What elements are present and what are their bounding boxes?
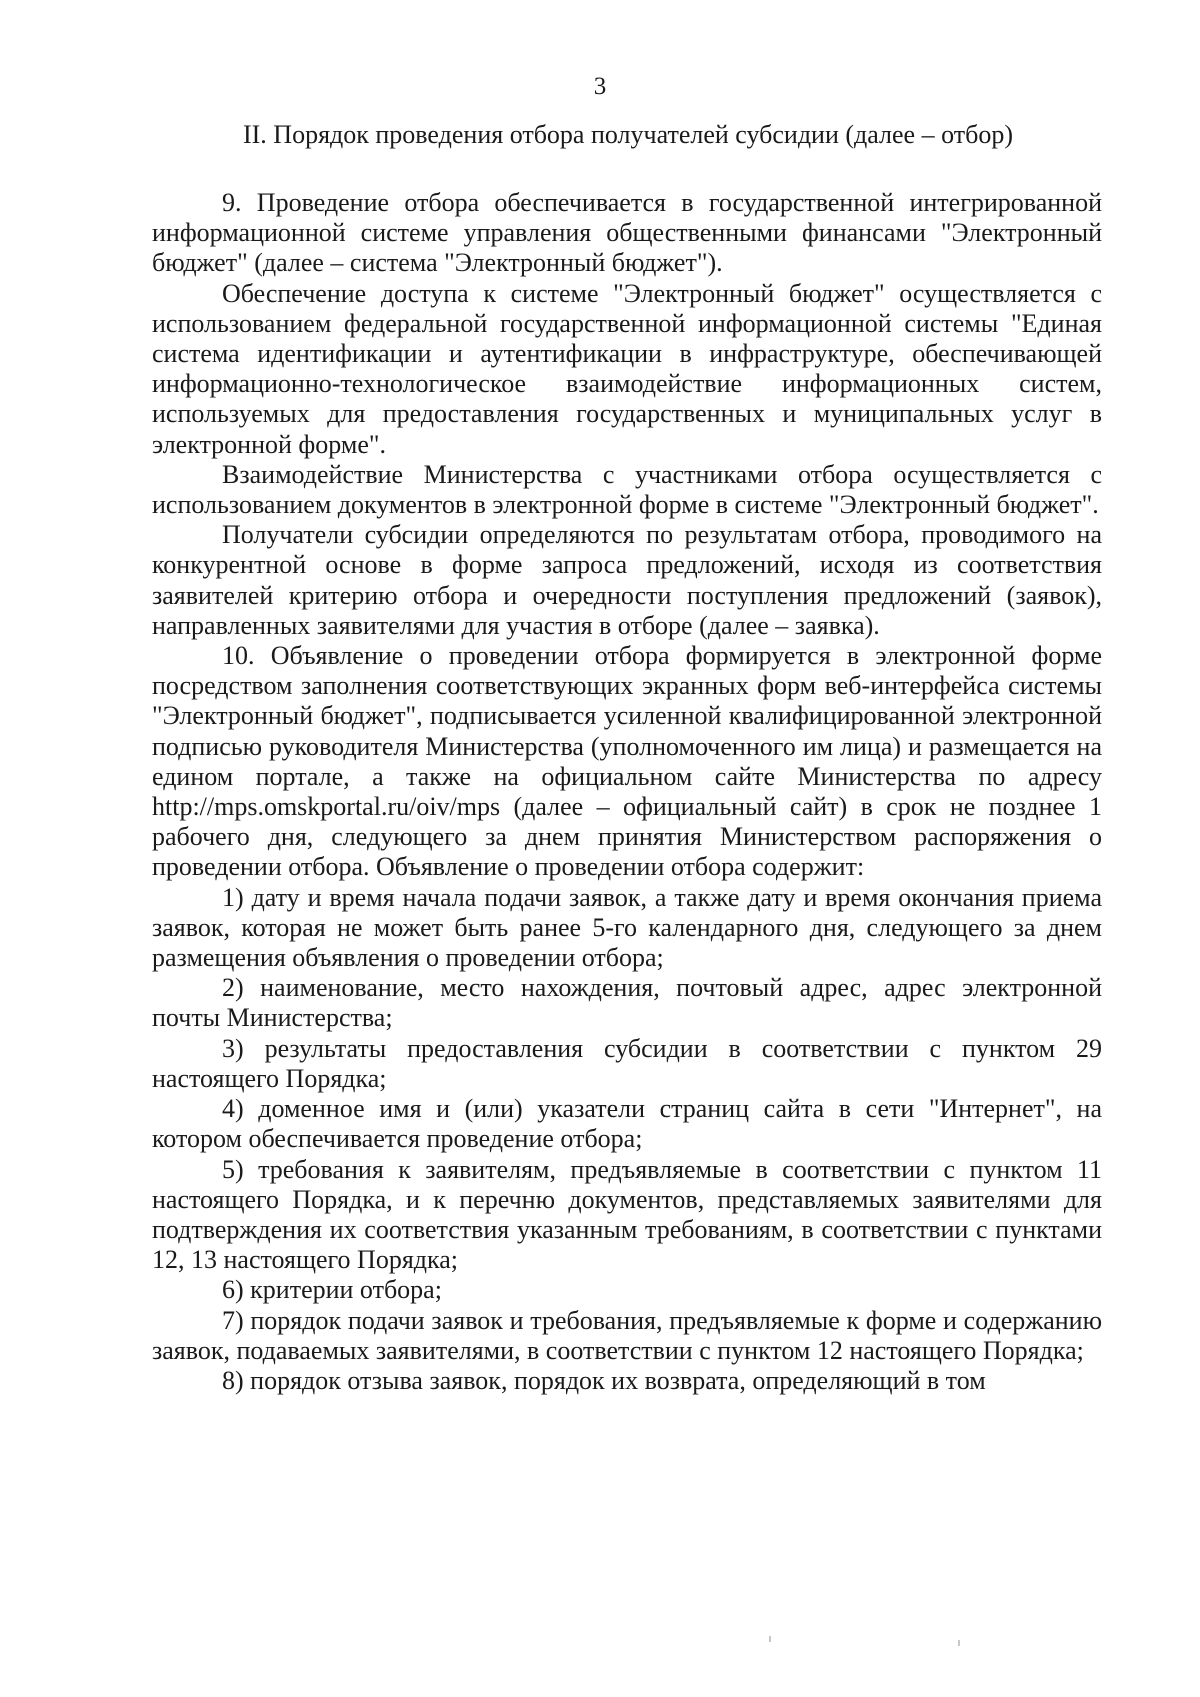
list-item-2: 2) наименование, место нахождения, почтовый адрес, адрес электронной почты Министерства; (152, 973, 1102, 1033)
document-body (152, 188, 1102, 1396)
page-number: 3 (593, 73, 607, 100)
section-heading: II. Порядок проведения отбора получателей субсидии (далее – отбор) (242, 120, 1014, 149)
list-item-4: 4) доменное имя и (или) указатели страниц сайта в сети "Интернет", на котором обеспечивается проведение отбора; (152, 1094, 1102, 1154)
scan-artifact (769, 1636, 771, 1642)
scan-artifact (958, 1640, 960, 1646)
list-item-7: 7) порядок подачи заявок и требования, предъявляемые к форме и содержанию заявок, подаваемых заявителями, в соответствии с пунктом 12 настоящего Порядка; (152, 1305, 1102, 1365)
paragraph-interaction: Взаимодействие Министерства с участниками отбора осуществляется с использованием документов в электронной форме в системе "Электронный бюджет". (152, 459, 1102, 520)
paragraph-9: 9. Проведение отбора обеспечивается в государственной интегрированной информационной системе управления общественными финансами "Электронный бюджет" (далее – система "Электронный бюджет"). (152, 188, 1102, 278)
paragraph-10: 10. Объявление о проведении отбора формируется в электронной форме посредством заполнения соответствующих экранных форм веб-интерфейса системы "Электронный бюджет", подписывается усиленной квалифицированной электронной подписью руководителя Министерства (уполномоченного им лица) и размещается на едином портале, а также на официальном сайте Министерства по адресу http://mps.omskportal.ru/oiv/mps (далее – официальный сайт) в срок не позднее 1 рабочего дня, следующего за днем принятия Министерством распоряжения о проведении отбора. Объявление о проведении отбора содержит: (152, 641, 1102, 882)
list-item-3: 3) результаты предоставления субсидии в соответствии с пунктом 29 настоящего Порядка; (152, 1033, 1102, 1093)
list-item-1: 1) дату и время начала подачи заявок, а также дату и время окончания приема заявок, которая не может быть ранее 5-го календарного дня, следующего за днем размещения объявления о проведении отбора; (152, 882, 1102, 973)
paragraph-access: Обеспечение доступа к системе "Электронный бюджет" осуществляется с использованием федеральной государственной информационной системы "Единая система идентификации и аутентификации в инфраструктуре, обеспечивающей информационно-технологическое взаимодействие информационных систем, используемых для предоставления государственных и муниципальных услуг в электронной форме". (152, 278, 1102, 459)
list-item-5: 5) требования к заявителям, предъявляемые в соответствии с пунктом 11 настоящего Порядка, и к перечню документов, представляемых заявителями для подтверждения их соответствия указанным требованиям, в соответствии с пунктами 12, 13 настоящего Порядка; (152, 1154, 1102, 1275)
list-item-8: 8) порядок отзыва заявок, порядок их возврата, определяющий в том (222, 1365, 986, 1395)
paragraph-recipients: Получатели субсидии определяются по результатам отбора, проводимого на конкурентной основе в форме запроса предложений, исходя из соответствия заявителей критерию отбора и очередности поступления предложений (заявок), направленных заявителями для участия в отборе (далее – заявка). (152, 520, 1102, 640)
list-item-6: 6) критерии отбора; (222, 1275, 442, 1305)
